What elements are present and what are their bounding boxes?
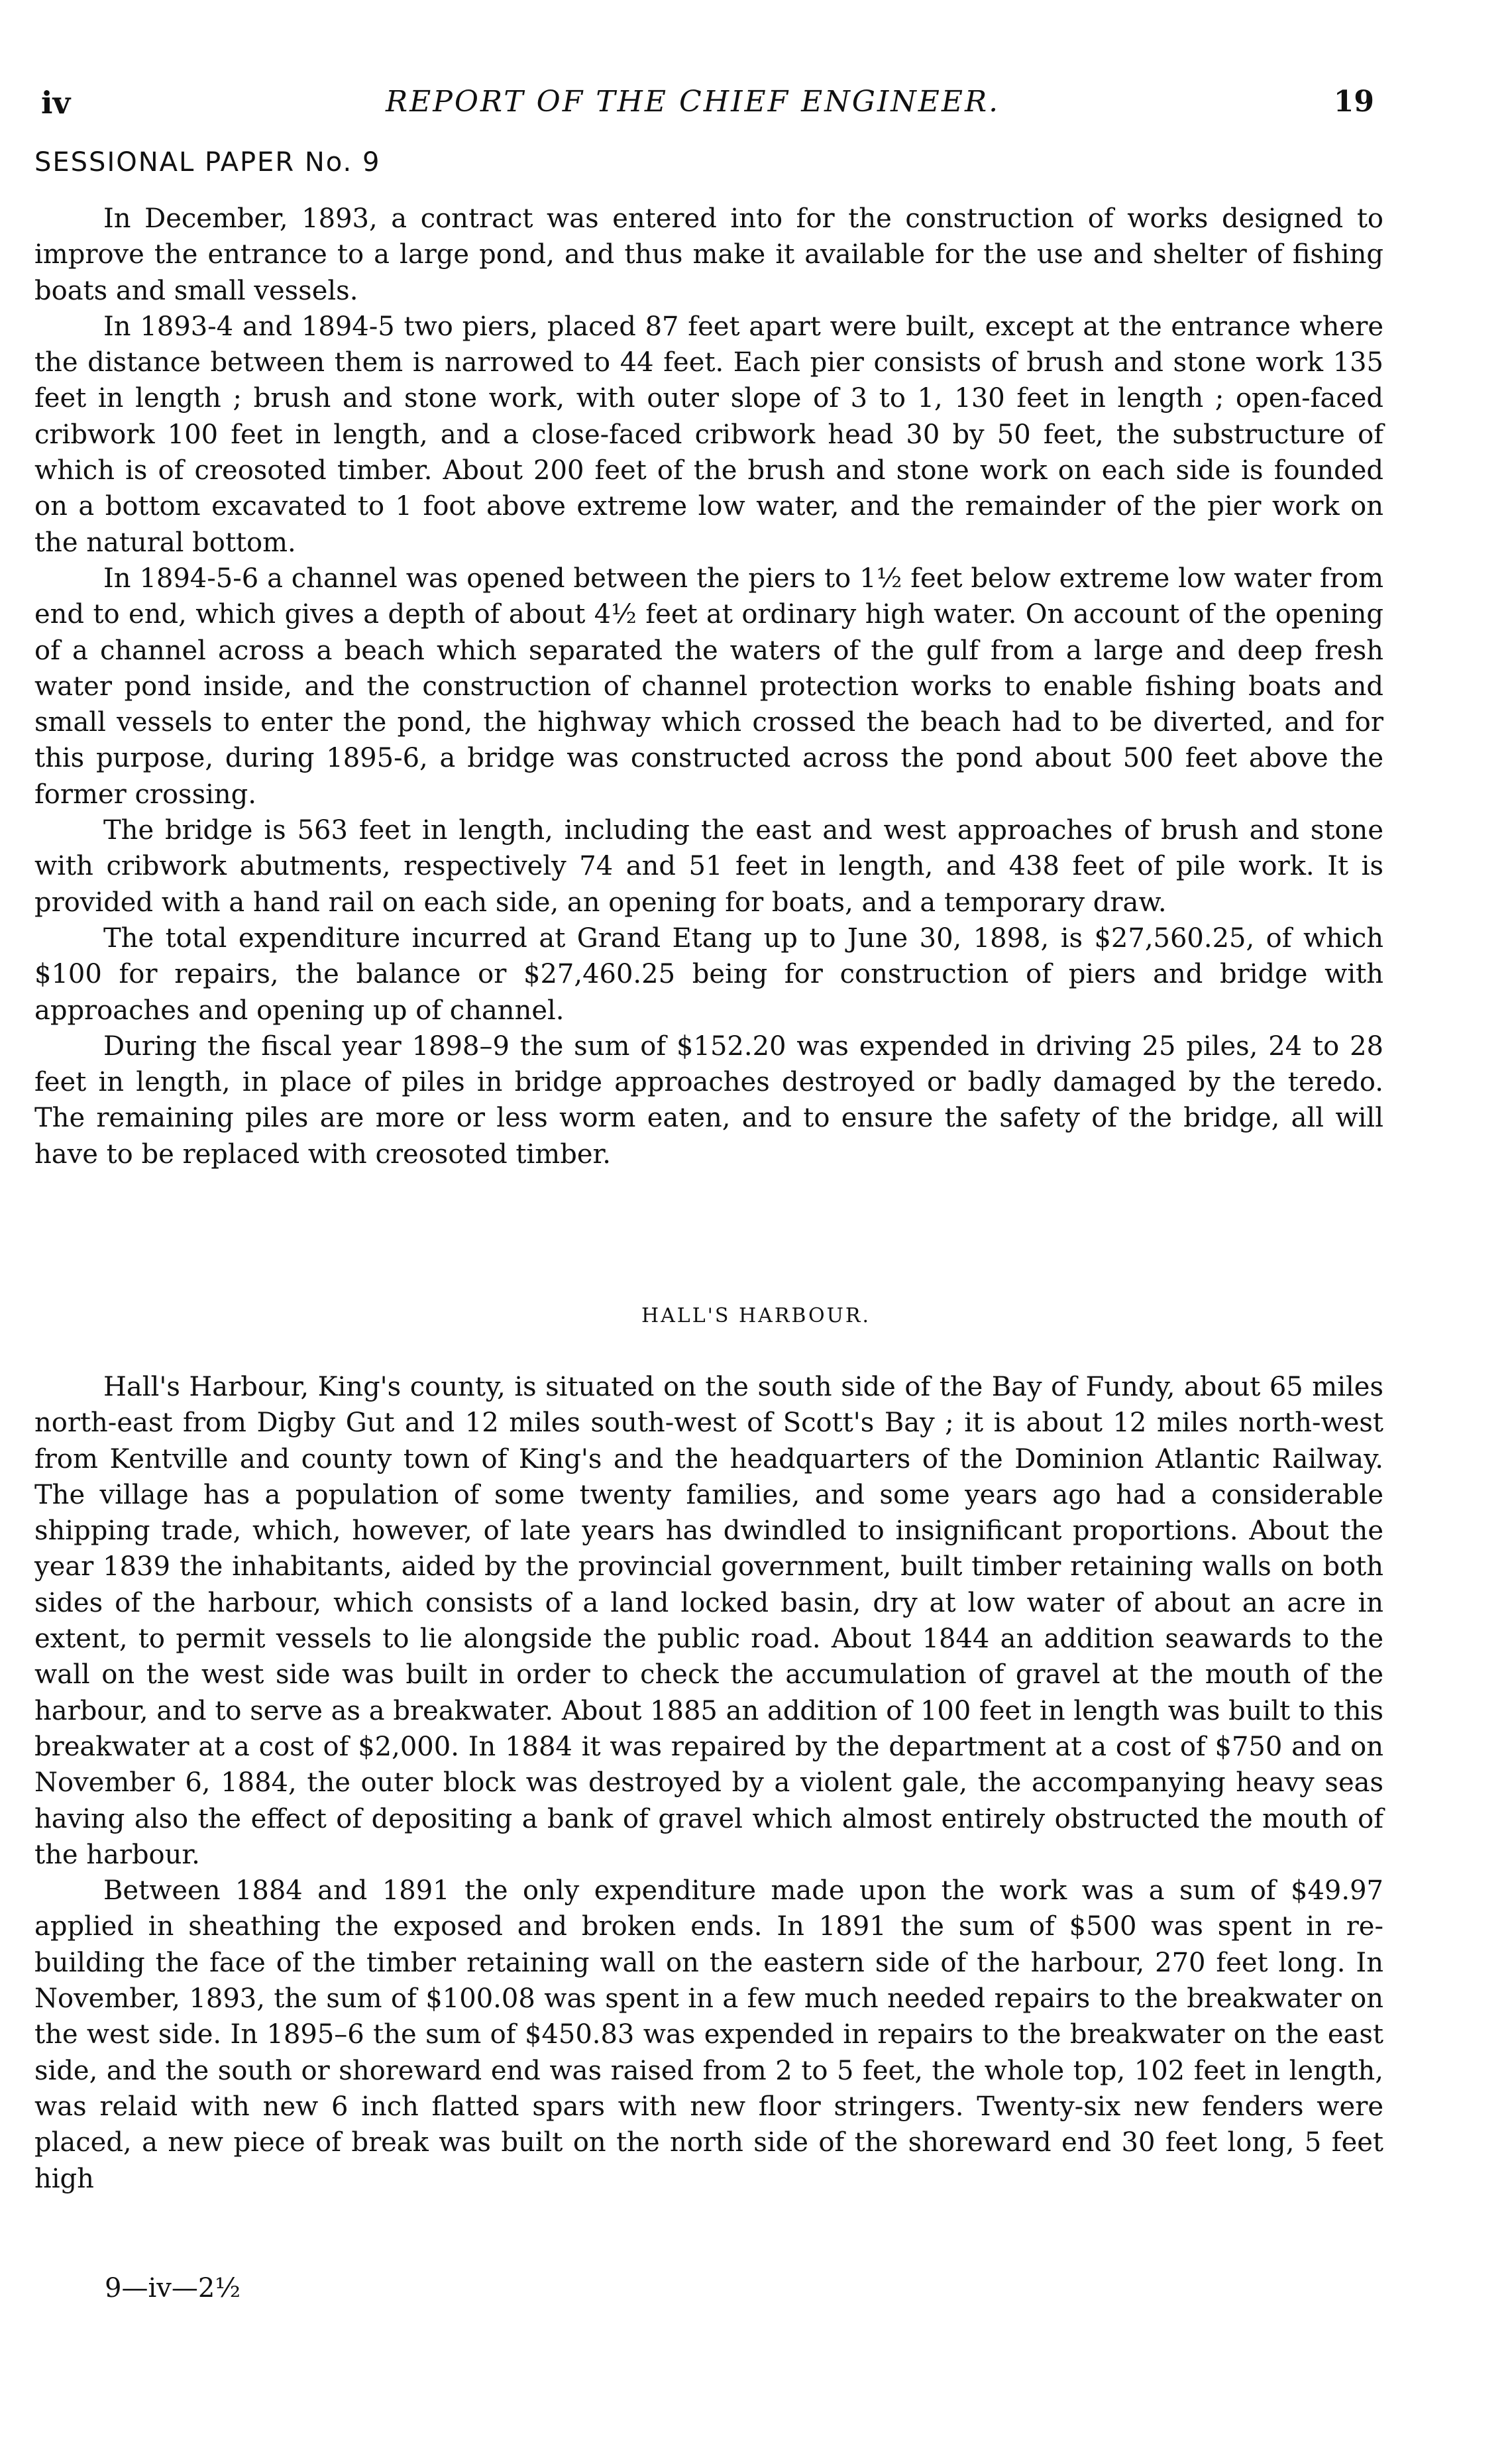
paragraph: In December, 1893, a contract was entered into for the construction of works designed to improve the entrance to a large pond, and thus make it available for the use and shelter of fishing boats and small vessels.: [34, 203, 1383, 306]
running-title: REPORT OF THE CHIEF ENGINEER.: [386, 85, 1000, 119]
sessional-paper-label: SESSIONAL PAPER No. 9: [34, 147, 381, 178]
section-heading: HALL'S HARBOUR.: [641, 1304, 871, 1327]
paragraph: In 1893-4 and 1894-5 two piers, placed 87 feet apart were built, except at the entrance where the distance between them is narrowed to 44 feet. Each pier consists of brush and stone work 135 feet in length ; brush and stone work, with outer slope of 3 to 1, 130 feet in length ; open-faced cribwork 100 feet in length, and a close-faced cribwork head 30 by 50 feet, the substructure of which is of creosoted timber. About 200 feet of the brush and stone work on each side is founded on a bottom excavated to 1 foot above extreme low water, and the remainder of the pier work on the natural bottom.: [34, 311, 1383, 558]
printer-signature-mark: 9—iv—2½: [105, 2273, 241, 2303]
paragraph: During the fiscal year 1898–9 the sum of $152.20 was expended in driving 25 piles, 24 to 28 feet in length, in place of piles in bridge approaches destroyed or badly damaged by the teredo. The remaining piles are more or less worm eaten, and to ensure the safety of the bridge, all will have to be replaced with creosoted timber.: [34, 1030, 1383, 1170]
paragraph: In 1894-5-6 a channel was opened between the piers to 1½ feet below extreme low water from end to end, which gives a depth of about 4½ feet at ordinary high water. On account of the opening of a channel across a beach which separated the waters of the gulf from a large and deep fresh water pond inside, and the construction of channel protection works to enable fishing boats and small vessels to enter the pond, the highway which crossed the beach had to be diverted, and for this purpose, during 1895-6, a bridge was constructed across the pond about 500 feet above the former crossing.: [34, 563, 1383, 810]
section-grand-etang: [34, 201, 1383, 1172]
running-head: [41, 85, 1374, 127]
volume-marker: iv: [41, 85, 71, 121]
paragraph: The bridge is 563 feet in length, including the east and west approaches of brush and stone with cribwork abutments, respectively 74 and 51 feet in length, and 438 feet of pile work. It is provided with a hand rail on each side, an opening for boats, and a temporary draw.: [34, 815, 1383, 918]
section-halls-harbour: [34, 1369, 1383, 2197]
page-number: 19: [1333, 85, 1374, 119]
paragraph: Between 1884 and 1891 the only expenditure made upon the work was a sum of $49.97 applied in sheathing the exposed and broken ends. In 1891 the sum of $500 was spent in re-building the face of the timber retaining wall on the eastern side of the harbour, 270 feet long. In November, 1893, the sum of $100.08 was spent in a few much needed repairs to the breakwater on the west side. In 1895–6 the sum of $450.83 was expended in repairs to the breakwater on the east side, and the south or shoreward end was raised from 2 to 5 feet, the whole top, 102 feet in length, was relaid with new 6 inch flatted spars with new floor stringers. Twenty-six new fenders were placed, a new piece of break was built on the north side of the shoreward end 30 feet long, 5 feet high: [34, 1875, 1383, 2194]
paragraph: The total expenditure incurred at Grand Etang up to June 30, 1898, is $27,560.25, of which $100 for repairs, the balance or $27,460.25 being for construction of piers and bridge with approaches and opening up of channel.: [34, 922, 1383, 1026]
paragraph: Hall's Harbour, King's county, is situated on the south side of the Bay of Fundy, about 65 miles north-east from Digby Gut and 12 miles south-west of Scott's Bay ; it is about 12 miles north-west from Kentville and county town of King's and the headquarters of the Dominion Atlantic Railway. The village has a population of some twenty families, and some years ago had a considerable shipping trade, which, however, of late years has dwindled to insignificant proportions. About the year 1839 the inhabitants, aided by the provincial government, built timber retaining walls on both sides of the harbour, which consists of a land locked basin, dry at low water of about an acre in extent, to permit vessels to lie alongside the public road. About 1844 an addition seawards to the wall on the west side was built in order to check the accumulation of gravel at the mouth of the harbour, and to serve as a breakwater. About 1885 an addition of 100 feet in length was built to this breakwater at a cost of $2,000. In 1884 it was repaired by the department at a cost of $750 and on November 6, 1884, the outer block was destroyed by a violent gale, the accompanying heavy seas having also the effect of depositing a bank of gravel which almost entirely obstructed the mouth of the harbour.: [34, 1372, 1383, 1870]
